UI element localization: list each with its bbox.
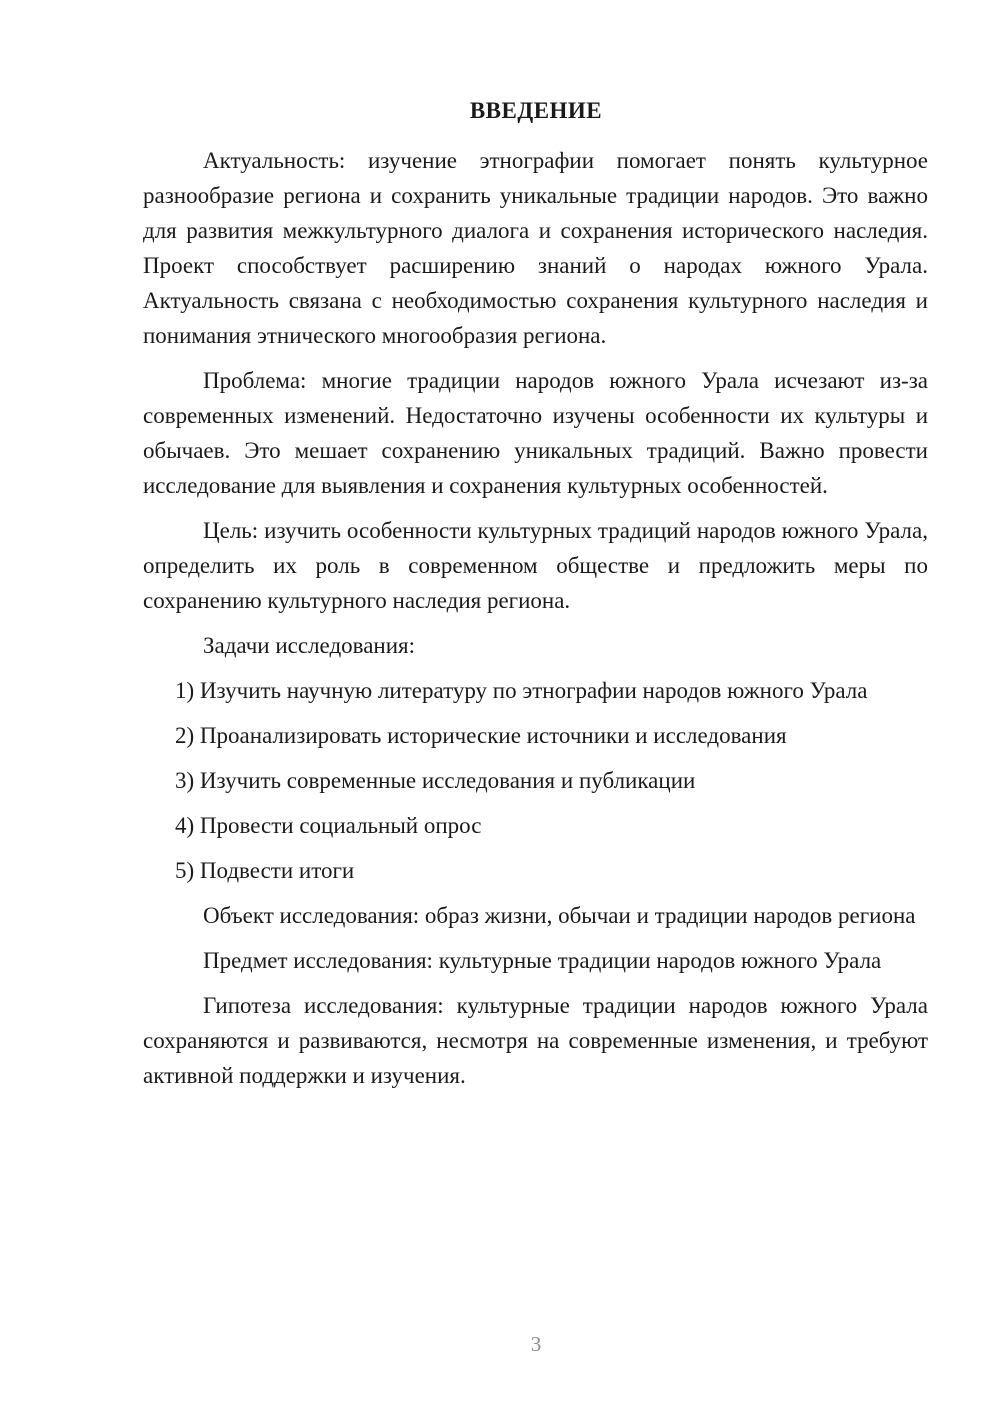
- goal-paragraph: Цель: изучить особенности культурных традиций народов южного Урала, определить их роль в современном обществе и предложить меры по сохранению культурного наследия региона.: [143, 518, 928, 613]
- relevance-paragraph: Актуальность: изучение этнографии помогает понять культурное разнообразие региона и сохранить уникальные традиции народов. Это важно для развития межкультурного диалога и сохранения исторического наследия. Проект способствует расширению знаний о народах южного Урала. Актуальность связана с необходимостью сохранения культурного наследия и понимания этнического многообразия региона.: [143, 148, 928, 348]
- tasks-heading: Задачи исследования:: [203, 633, 416, 658]
- list-item: 5) Подвести итоги: [175, 858, 355, 883]
- section-heading: ВВЕДЕНИЕ: [469, 98, 603, 123]
- subject-paragraph: Предмет исследования: культурные традиции народов южного Урала: [203, 948, 882, 973]
- problem-paragraph: Проблема: многие традиции народов южного Урала исчезают из-за современных изменений. Недостаточно изучены особенности их культуры и обычаев. Это мешает сохранению уникальных традиций. Важно провести исследование для выявления и сохранения культурных особенностей.: [143, 368, 928, 498]
- tasks-list: [143, 673, 928, 888]
- list-item: 2) Проанализировать исторические источники и исследования: [175, 723, 787, 748]
- list-item: 3) Изучить современные исследования и публикации: [175, 768, 696, 793]
- hypothesis-paragraph: Гипотеза исследования: культурные традиции народов южного Урала сохраняются и развиваются, несмотря на современные изменения, и требуют активной поддержки и изучения.: [143, 993, 928, 1088]
- object-paragraph: Объект исследования: образ жизни, обычаи и традиции народов региона: [203, 903, 916, 928]
- document-body: [143, 143, 928, 1093]
- list-item: 1) Изучить научную литературу по этнографии народов южного Урала: [175, 678, 868, 703]
- list-item: 4) Провести социальный опрос: [175, 813, 482, 838]
- page-number: 3: [530, 1332, 542, 1356]
